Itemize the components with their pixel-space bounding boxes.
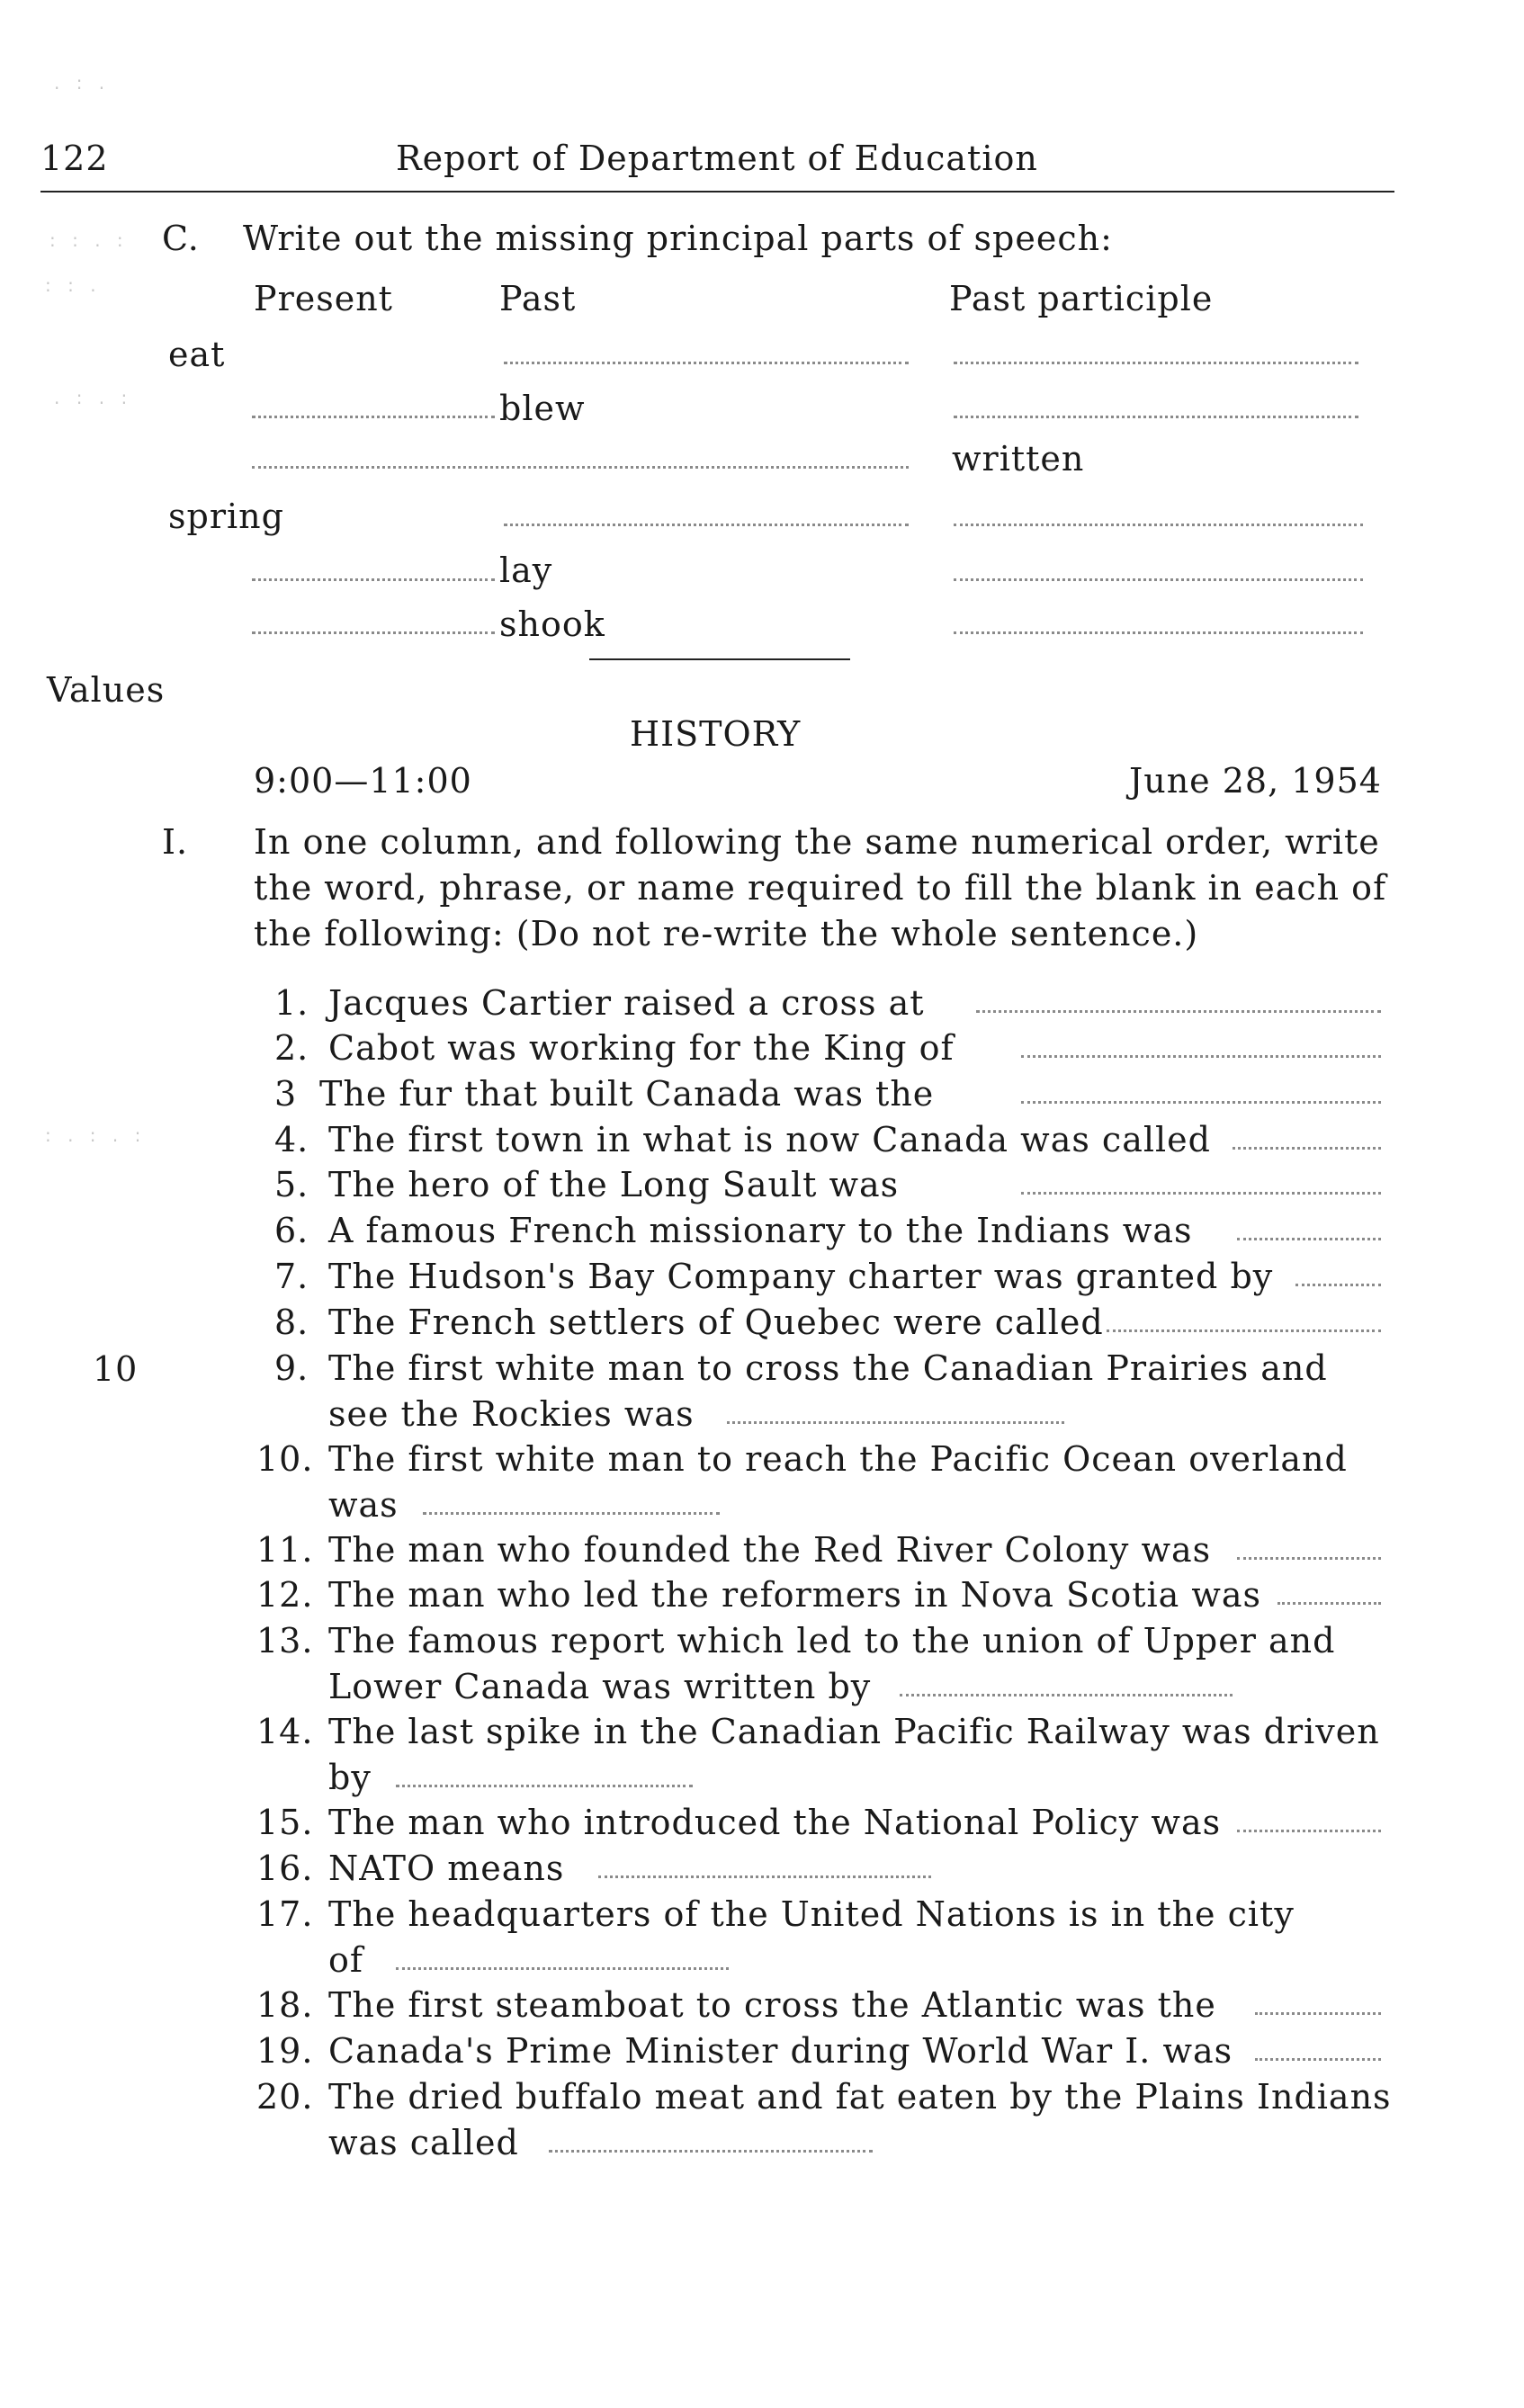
item-text: The famous report which led to the union of Upper and [328,1621,1336,1661]
item-text: see the Rockies was [328,1394,695,1434]
blank-line [504,524,909,526]
item-text: was [328,1485,399,1525]
column-header-past-participle: Past participle [949,279,1214,318]
column-header-present: Present [254,279,393,318]
question-instruction-line: the word, phrase, or name required to fill the blank in each of [254,868,1387,908]
values-label: Values [47,670,166,710]
scan-specks: . : . : [54,387,133,408]
item-text: The man who introduced the National Policy was [328,1803,1222,1842]
item-number: 6. [274,1211,309,1250]
answer-blank [1255,2012,1381,2015]
item-text: The first white man to cross the Canadian Prairies and [328,1348,1328,1388]
blank-line [504,362,909,364]
scan-specks: : . : . : [45,1124,147,1146]
question-instruction-line: the following: (Do not re-write the whole sentence.) [254,914,1199,953]
item-number: 20. [256,2077,314,2117]
item-text: by [328,1758,372,1797]
answer-blank [1021,1055,1381,1058]
blank-line [954,416,1358,418]
exam-date: June 28, 1954 [1129,761,1382,801]
item-number: 1. [274,983,309,1023]
item-text: The man who founded the Red River Colony was [328,1530,1212,1570]
item-number: 14. [256,1712,314,1751]
answer-blank [396,1967,729,1970]
verb-past-participle: written [952,439,1085,479]
item-text: The fur that built Canada was the [319,1074,935,1114]
history-title: HISTORY [630,714,802,754]
column-header-past: Past [499,279,577,318]
item-number: 18. [256,1985,314,2025]
blank-line [954,578,1363,581]
item-number: 9. [274,1348,309,1388]
verb-past: blew [499,389,586,428]
question-instruction-line: In one column, and following the same numerical order, write [254,822,1380,862]
answer-blank [549,2150,873,2153]
item-number: 15. [256,1803,314,1842]
item-text: The hero of the Long Sault was [328,1165,900,1204]
item-text: The first steamboat to cross the Atlantic was the [328,1985,1216,2025]
item-number: 10. [256,1439,314,1479]
verb-past: shook [499,604,605,644]
item-number: 19. [256,2031,314,2071]
item-number: 3 [274,1074,298,1114]
item-text: A famous French missionary to the Indians was [328,1211,1193,1250]
header-rule [40,191,1394,192]
answer-blank [1237,1830,1381,1832]
answer-blank [396,1785,693,1787]
blank-line [252,578,495,581]
verb-past: lay [499,551,553,590]
answer-blank [1237,1557,1381,1560]
section-divider [589,658,850,660]
answer-blank [1107,1329,1381,1332]
answer-blank [423,1512,720,1515]
scan-specks: : : . : [49,229,129,251]
item-number: 11. [256,1530,314,1570]
verb-present: spring [168,497,284,536]
section-c-instruction: Write out the missing principal parts of speech: [243,219,1113,258]
item-text: of [328,1940,363,1980]
item-text: The last spike in the Canadian Pacific Railway was driven [328,1712,1380,1751]
item-text: The man who led the reformers in Nova Scotia was [328,1575,1262,1615]
exam-time: 9:00—11:00 [254,761,472,801]
answer-blank [727,1421,1064,1424]
blank-line [252,631,495,634]
blank-line [252,416,495,418]
item-number: 12. [256,1575,314,1615]
item-text: The first town in what is now Canada was called [328,1120,1211,1159]
scan-specks: : : . [45,274,102,296]
item-text: Canada's Prime Minister during World War I. was [328,2031,1233,2071]
item-text: The Hudson's Bay Company charter was granted by [328,1257,1274,1296]
item-text: Lower Canada was written by [328,1667,872,1706]
item-text: NATO means [328,1849,565,1888]
scan-specks: . : . [54,72,111,94]
section-c-label: C. [162,219,200,258]
answer-blank [1237,1238,1381,1240]
answer-blank [976,1010,1381,1013]
verb-present: eat [168,335,226,374]
answer-blank [1233,1147,1381,1150]
item-number: 13. [256,1621,314,1661]
question-number: I. [162,822,189,862]
page-number: 122 [40,139,109,178]
blank-line [954,524,1363,526]
item-text: was called [328,2123,519,2162]
item-number: 5. [274,1165,309,1204]
item-number: 2. [274,1028,309,1068]
item-text: Jacques Cartier raised a cross at [328,983,925,1023]
answer-blank [1021,1192,1381,1195]
answer-blank [900,1694,1233,1696]
page-header-title: Report of Department of Education [396,139,1038,178]
question-value: 10 [93,1349,139,1389]
item-text: Cabot was working for the King of [328,1028,955,1068]
item-text: The French settlers of Quebec were called [328,1302,1104,1342]
item-number: 7. [274,1257,309,1296]
answer-blank [1277,1602,1381,1605]
item-number: 8. [274,1302,309,1342]
blank-line [954,631,1363,634]
item-number: 4. [274,1120,309,1159]
answer-blank [1295,1284,1381,1286]
answer-blank [1255,2058,1381,2061]
item-text: The headquarters of the United Nations is in the city [328,1894,1295,1934]
answer-blank [598,1875,931,1878]
blank-line [954,362,1358,364]
answer-blank [1021,1101,1381,1104]
item-text: The dried buffalo meat and fat eaten by the Plains Indians [328,2077,1392,2117]
item-text: The first white man to reach the Pacific Ocean overland [328,1439,1348,1479]
blank-line [252,466,909,469]
item-number: 17. [256,1894,314,1934]
item-number: 16. [256,1849,314,1888]
